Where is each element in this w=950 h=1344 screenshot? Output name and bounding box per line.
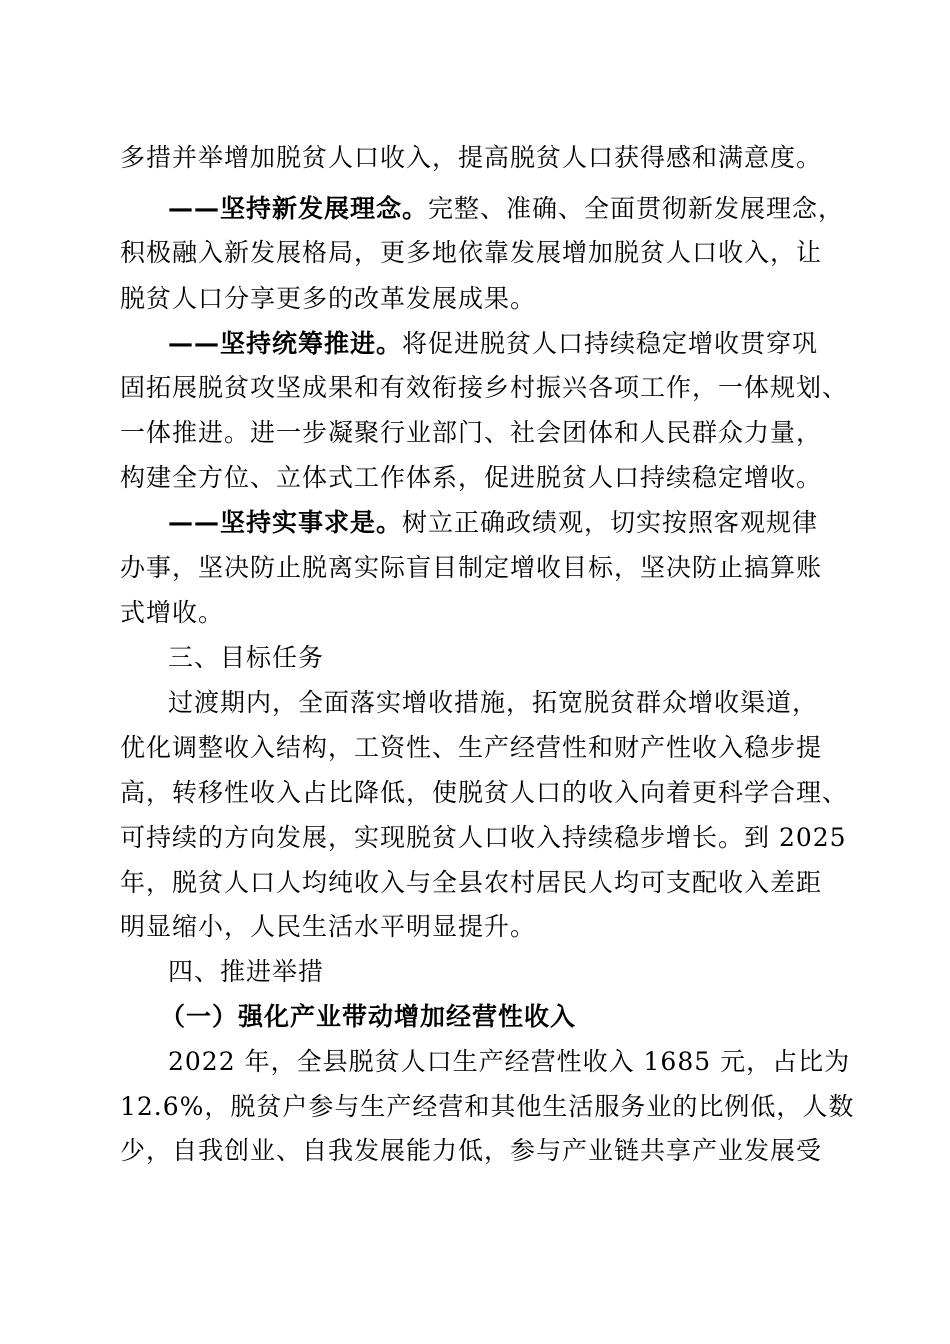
paragraph-line: 12.6%，脱贫户参与生产经营和其他生活服务业的比例低，人数 [120, 1092, 855, 1121]
paragraph-line: 明显缩小，人民生活水平明显提升。 [120, 912, 537, 941]
paragraph-line: 办事，坚决防止脱离实际盲目制定增收目标，坚决防止搞算账 [120, 553, 823, 582]
paragraph-line: 优化调整收入结构，工资性、生产经营性和财产性收入稳步提 [120, 733, 823, 762]
paragraph-line: 固拓展脱贫攻坚成果和有效衔接乡村振兴各项工作，一体规划、 [120, 373, 849, 402]
paragraph-line: 构建全方位、立体式工作体系，促进脱贫人口持续稳定增收。 [120, 463, 823, 492]
paragraph-line: 多措并举增加脱贫人口收入，提高脱贫人口获得感和满意度。 [120, 143, 823, 172]
section-heading-goals: 三、目标任务 [168, 643, 325, 672]
principle-seeking-truth: ——坚持实事求是。树立正确政绩观，切实按照客观规律 [168, 508, 819, 537]
principle-new-development: ——坚持新发展理念。完整、准确、全面贯彻新发展理念， [168, 194, 845, 223]
paragraph-line: 一体推进。进一步凝聚行业部门、社会团体和人民群众力量， [120, 418, 823, 447]
paragraph-line: 式增收。 [120, 598, 225, 627]
principle-title: ——坚持新发展理念。 [168, 194, 429, 223]
principle-coordinated-promotion: ——坚持统筹推进。将促进脱贫人口持续稳定增收贯穿巩 [168, 329, 819, 358]
paragraph-line: 可持续的方向发展，实现脱贫人口收入持续稳步增长。到 2025 [120, 823, 847, 852]
paragraph-line: 脱贫人口分享更多的改革发展成果。 [120, 284, 537, 313]
paragraph-line: 少，自我创业、自我发展能力低，参与产业链共享产业发展受 [120, 1136, 823, 1165]
section-heading-measures: 四、推进举措 [168, 957, 325, 986]
paragraph-line: 高，转移性收入占比降低，使脱贫人口的收入向着更科学合理、 [120, 778, 849, 807]
paragraph-line: 2022 年，全县脱贫人口生产经营性收入 1685 元，占比为 [168, 1047, 851, 1076]
paragraph-line: 积极融入新发展格局，更多地依靠发展增加脱贫人口收入，让 [120, 238, 823, 267]
principle-title: ——坚持统筹推进。 [168, 329, 403, 358]
paragraph-line: 过渡期内，全面落实增收措施，拓宽脱贫群众增收渠道， [168, 688, 819, 717]
paragraph-line: 年，脱贫人口人均纯收入与全县农村居民人均可支配收入差距 [120, 868, 823, 897]
subsection-heading-industry: （一）强化产业带动增加经营性收入 [160, 1002, 577, 1031]
principle-title: ——坚持实事求是。 [168, 508, 403, 537]
